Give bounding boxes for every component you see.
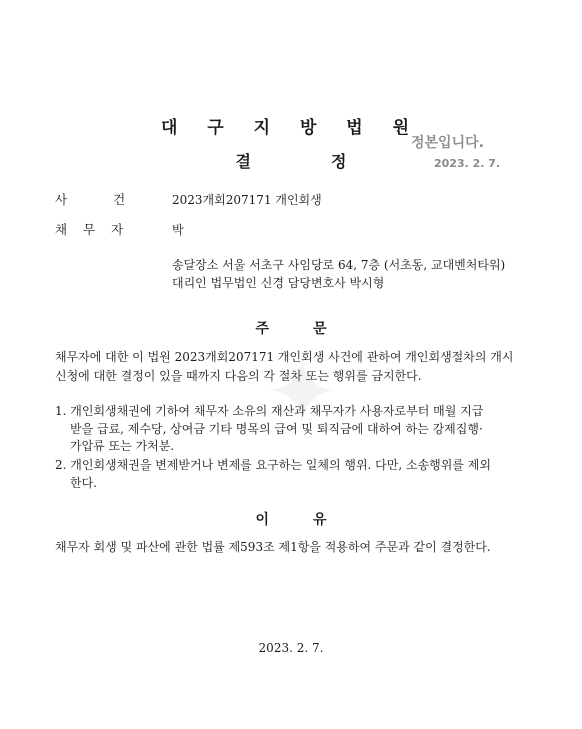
certified-copy-stamp: 정본입니다. — [411, 135, 484, 151]
case-label — [55, 190, 125, 208]
watermark: ✦ — [264, 340, 336, 445]
debtor-name: 박 — [172, 223, 184, 237]
certified-copy-date: 2023. 2. 7. — [434, 157, 501, 170]
debtor-label: 채 무 자 — [55, 222, 124, 237]
case-label-char: 사 — [55, 192, 68, 207]
order-intro-line-2: 신청에 대한 결정이 있을 때까지 다음의 각 절차 또는 행위를 금지한다. — [55, 369, 422, 383]
case-label-char: 건 — [113, 192, 126, 207]
order-intro-line-1: 채무자에 대한 이 법원 2023개회207171 개인회생 사건에 관하여 개인회생절차의 개시 — [55, 350, 514, 364]
order-item-2-line-1: 2. 개인회생채권을 변제받거나 변제를 요구하는 일체의 행위. 다만, 소송행위를 제외 — [55, 458, 491, 472]
order-item-2-line-2: 한다. — [70, 476, 97, 490]
decision-date: 2023. 2. 7. — [258, 641, 324, 655]
case-number: 2023개회207171 개인회생 — [172, 193, 322, 207]
reason-heading: 이 유 — [255, 512, 327, 528]
court-name: 대 구 지 방 법 원 — [160, 118, 422, 138]
order-item-1-line-2: 받을 급료, 제수당, 상여금 기타 명목의 급여 및 퇴직금에 대하여 하는 강제집행· — [70, 422, 483, 436]
debtor-agent: 대리인 법무법인 신경 담당변호사 박시형 — [172, 276, 385, 290]
order-item-1-line-3: 가압류 또는 가처분. — [70, 439, 175, 453]
debtor-service-address: 송달장소 서울 서초구 사임당로 64, 7층 (서초동, 교대벤처타워) — [172, 258, 506, 272]
title-char: 결 — [235, 152, 251, 171]
title-char: 정 — [331, 152, 347, 171]
reason-text: 채무자 회생 및 파산에 관한 법률 제593조 제1항을 적용하여 주문과 같이 결정한다. — [55, 540, 491, 554]
order-heading: 주 문 — [255, 321, 327, 337]
order-item-1-line-1: 1. 개인회생채권에 기하여 채무자 소유의 재산과 채무자가 사용자로부터 매월 지급 — [55, 404, 484, 418]
